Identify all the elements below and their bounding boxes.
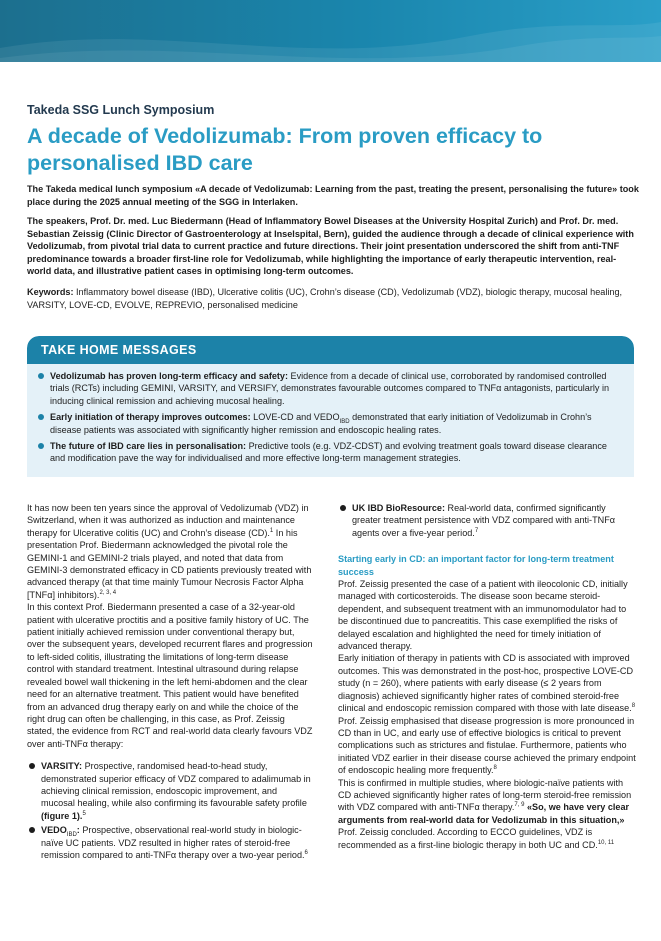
bullet-dot-icon [29,763,35,769]
keywords-label: Keywords: [27,287,74,297]
bullet-dot-icon [340,505,346,511]
bullet-dot-icon [38,443,44,449]
article-title: A decade of Vedolizumab: From proven efficacy to personalised IBD care [27,124,543,175]
body-text: Early initiation of therapy in patients with CD is associated with improved outcomes. This was demonstrated in the post-hoc, prospective LOVE-CD study (n = 260), where patients with early disease (≤ 2 years from diagnosis) achieved significantly higher rates of combined steroid-free clinical and endoscopic remission compared with those with late disease. [338,653,634,714]
reference-superscript: 6 [304,849,308,856]
figure-reference: (figure 1). [41,810,83,821]
take-home-messages-box [27,336,634,477]
list-item-text: Real-world data, confirmed significantly greater treatment persistence with VDZ compared with anti-TNFα agents over a five-year period. [352,503,616,538]
list-item-lead: VARSITY: [41,761,83,772]
body-text: In his presentation Prof. Biedermann acknowledged the pivotal role the GEMINI-1 and GEMINI-2 trials played, and noted that data from GEMINI-3 demonstrated efficacy in CD patients previously treated with advanced therapy (at that time mainly Tumour Necrosis Factor Alpha [TNFα] inhibitors). [27,527,312,600]
list-item-lead: : [76,825,80,836]
take-home-text: demonstrated that early initiation of Vedolizumab in Crohn’s disease patients was associated with significantly higher remission and endoscopic healing rates. [50,412,592,435]
take-home-text: LOVE-CD and VEDO [250,412,340,423]
list-item-text: Prospective, randomised head-to-head study, demonstrated superior efficacy of VDZ compared to adalimumab in achieving clinical remission, endoscopic improvement, and mucosal healing, while also confirming its favourable safety profile [41,761,311,809]
reference-superscript: 8 [493,765,497,772]
take-home-list [27,364,634,465]
take-home-item [37,440,624,465]
take-home-item [37,370,624,407]
take-home-text: Evidence from a decade of clinical use, corroborated by randomised controlled trials (RCTs) including GEMINI, VARSITY, and VERSIFY, demonstrates favourable outcomes compared to TNFα antagonists, particularly in inducing clinical remission and achieving mucosal healing. [50,371,610,406]
take-home-item [37,411,624,436]
list-item-subscript: IBD [66,831,77,838]
keywords [27,286,639,311]
header-band [0,0,661,62]
evidence-list-continued [338,502,636,539]
body-text: Prof. Zeissig concluded. According to ECCO guidelines, VDZ is recommended as a first-line biologic therapy in both UC and CD. [338,827,598,850]
body-paragraph [27,502,313,601]
intro-paragraph-1: The Takeda medical lunch symposium «A decade of Vedolizumab: Learning from the past, treating the present, personalising the future» took place during the 2025 annual meeting of the SGG in Interlaken. [27,184,639,207]
take-home-text: Predictive tools (e.g. VDZ-CDST) and evolving treatment goals toward disease clearance and modification pave the way for individualised and more effective long-term management strategies. [50,441,607,464]
list-item [27,824,313,861]
take-home-lead: Vedolizumab has proven long-term efficacy and safety: [50,371,289,381]
reference-superscript: 8 [631,703,636,710]
list-item-text: Prospective, observational real-world study in biologic-naïve UC patients. VDZ resulted in higher rates of steroid-free remission compared to anti-TNFα therapy over a two-year period. [41,825,305,860]
bullet-dot-icon [29,827,35,833]
bullet-dot-icon [38,414,44,420]
reference-superscript: 10, 11 [597,839,615,846]
take-home-lead: The future of IBD care lies in personalisation: [50,441,247,452]
list-item [338,502,636,539]
body-text: Prof. Zeissig emphasised that disease progression is more pronounced in CD than in UC, and early use of effective biologics is critical to prevent complications such as strictures and fistulae. Furthermore, patients who initiated VDZ earlier in their disease course achieved the primary endpoint of endoscopic healing more frequently. [338,715,636,776]
body-text: This is confirmed in multiple studies, where biologic-naïve patients with CD achieved significantly higher rates of long-term steroid-free remission with VDZ compared with anti-TNFα therapy. [338,777,632,813]
body-text: It has now been ten years since the approval of Vedolizumab (VDZ) in Switzerland, when it was authorized as induction and maintenance therapy for Ulcerative colitis (UC) and Crohn’s disease (CD). [27,503,309,538]
take-home-lead: Early initiation of therapy improves outcomes: [50,412,251,423]
symposium-label: Takeda SSG Lunch Symposium [27,103,215,117]
reference-superscript: 7 [474,527,479,534]
take-home-subscript: IBD [339,419,350,426]
header-wave-decoration [0,0,661,62]
keywords-list: Inflammatory bowel disease (IBD), Ulcerative colitis (UC), Crohn’s disease (CD), Vedolizumab (VDZ), biologic therapy, mucosal healing, VARSITY, LOVE-CD, EVOLVE, REPREVIO, personalised medicine [27,287,623,310]
quote-text: «So, we have very clear arguments from real-world data for Vedolizumab in this situation,» [338,802,630,825]
body-paragraph: Prof. Zeissig presented the case of a patient with ileocolonic CD, initially managed with corticosteroids. The disease soon became steroid-dependent, and subsequent treatment with an immunomodulator had to be discontinued due to pancreatitis. This case exemplified the risks of delayed escalation and highlighted the need for timely initiation of advanced therapy. [338,579,628,652]
reference-superscript: 7, 9 [514,802,525,809]
bullet-dot-icon [38,373,44,379]
intro-paragraph-2: The speakers, Prof. Dr. med. Luc Biedermann (Head of Inflammatory Bowel Diseases at the University Hospital Zurich) and Prof. Dr. med. Sebastian Zeissig (Clinic Director of Gastroenterology at Inselspital, Bern), guided the audience through a decade of clinical experience with Vedolizumab, from pivotal trial data to current practice and future directions. Their joint presentation underscored the shift from anti-TNF predominance towards a broader first-line role for Vedolizumab, while highlighting the importance of early therapeutic intervention, real-world data, and illustrative patient cases in optimising long-term outcomes. [27,216,634,277]
left-column [27,502,313,863]
list-item [27,760,313,822]
right-column [338,502,636,851]
list-item-lead: UK IBD BioResource: [352,503,445,513]
section-subheading: Starting early in CD: an important factor for long-term treatment success [338,554,614,577]
list-item-lead: VEDO [41,825,67,836]
take-home-heading: TAKE HOME MESSAGES [27,336,634,364]
body-paragraph [338,652,636,776]
evidence-list [27,760,313,861]
body-paragraph: In this context Prof. Biedermann presented a case of a 32-year-old patient with ulcerative proctitis and a positive family history of UC. The patient initially achieved remission under conventional therapy but, over the subsequent years, developed recurrent flares and progression to left-sided colitis, illustrating the limitations of long-term disease control with standard treatment. Intestinal ultrasound during relapse revealed bowel wall thickening in the left hemi-abdomen and the clear need for an alternative treatment. This patient would have benefited from an advanced drug therapy early on and while the choice of the right drug can often be challenging, in this case, as Prof. Zeissig stated, the evidence from RCT and real-world data clearly favours VDZ over anti-TNFα therapy: [27,602,313,749]
reference-superscript: 5 [82,810,86,817]
body-paragraph [338,777,636,851]
reference-superscript: 1 [269,527,274,534]
reference-superscript: 2, 3, 4 [99,589,117,596]
